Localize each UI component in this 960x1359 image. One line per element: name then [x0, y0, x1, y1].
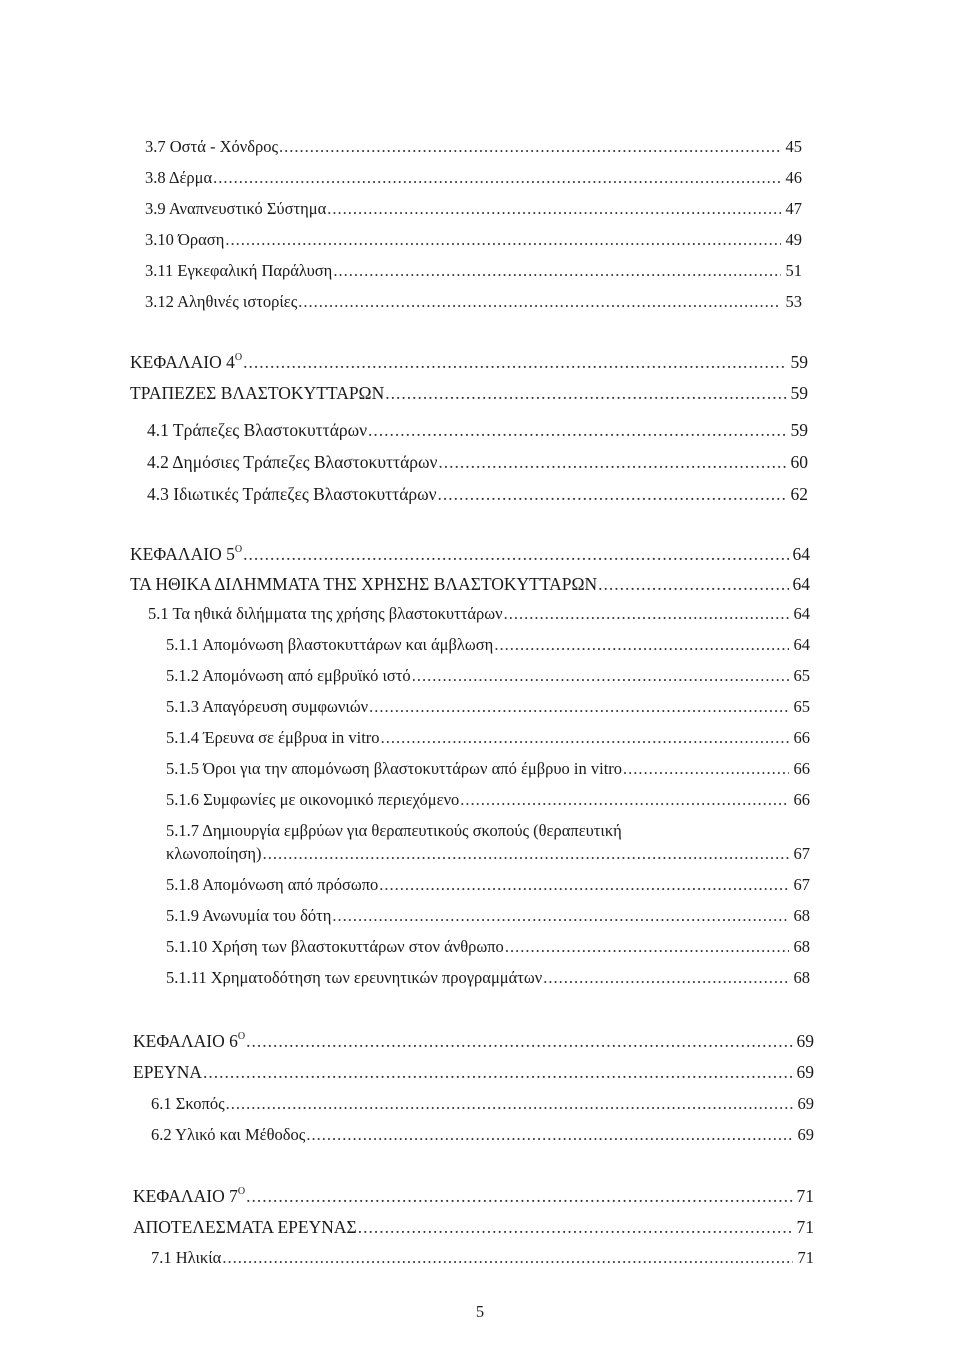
- toc-page-number: 68: [793, 906, 810, 925]
- leader-dots: [279, 137, 781, 157]
- toc-chapter-4-title[interactable]: [130, 383, 808, 403]
- leader-dots: [460, 790, 789, 810]
- toc-entry-5-1-7[interactable]: [166, 844, 810, 864]
- toc-entry-5-1-1[interactable]: [166, 635, 810, 655]
- toc-entry-3-11[interactable]: [145, 261, 802, 281]
- leader-dots: [263, 844, 789, 864]
- toc-page-number: 69: [796, 1031, 814, 1051]
- toc-page-number: 62: [790, 484, 808, 504]
- toc-page-number: 64: [793, 604, 810, 623]
- toc-entry-text: 5.1.3 Απαγόρευση συμφωνιών: [166, 697, 369, 716]
- toc-page-number: 59: [790, 420, 808, 440]
- toc-entry-4-3[interactable]: [147, 484, 808, 504]
- leader-dots: [381, 728, 789, 748]
- leader-dots: [385, 383, 787, 403]
- toc-entry-5-1-8[interactable]: [166, 875, 810, 895]
- toc-page-number: 51: [785, 261, 802, 280]
- toc-page-number: 45: [785, 137, 802, 156]
- toc-chapter-4[interactable]: [130, 352, 808, 372]
- leader-dots: [246, 1186, 793, 1206]
- toc-entry-text: 5.1.2 Απομόνωση από εμβρυϊκό ιστό: [166, 666, 411, 685]
- superscript: Ο: [234, 544, 243, 555]
- toc-entry-text: 6.2 Υλικό και Μέθοδος: [151, 1125, 306, 1144]
- toc-chapter-5[interactable]: [130, 544, 810, 564]
- toc-entry-text: 5.1.4 Έρευνα σε έμβρυα in vitro: [166, 728, 380, 747]
- toc-entry-3-7[interactable]: [145, 137, 802, 157]
- toc-page-number: 60: [790, 452, 808, 472]
- leader-dots: [379, 875, 789, 895]
- toc-entry-4-1[interactable]: [147, 420, 808, 440]
- leader-dots: [243, 352, 787, 372]
- toc-entry-text: 3.7 Οστά - Χόνδρος: [145, 137, 278, 156]
- toc-page-number: 69: [797, 1125, 814, 1144]
- toc-chapter-5-title[interactable]: [130, 574, 810, 594]
- toc-entry-text: ΤΡΑΠΕΖΕΣ ΒΛΑΣΤΟΚΥΤΤΑΡΩΝ: [130, 383, 385, 403]
- toc-entry-text: 5.1.9 Ανωνυμία του δότη: [166, 906, 332, 925]
- leader-dots: [504, 604, 789, 624]
- toc-entry-5-1-5[interactable]: [166, 759, 810, 779]
- leader-dots: [298, 292, 781, 312]
- toc-entry-5-1-3[interactable]: [166, 697, 810, 717]
- toc-entry-5-1-11[interactable]: [166, 968, 810, 988]
- toc-entry-text: 5.1.5 Όροι για την απομόνωση βλαστοκυττάρων από έμβρυο in vitro: [166, 759, 623, 778]
- toc-page-number: 65: [793, 697, 810, 716]
- toc-entry-text: ΤΑ ΗΘΙΚΑ ΔΙΛΗΜΜΑΤΑ ΤΗΣ ΧΡΗΣΗΣ ΒΛΑΣΤΟΚΥΤΤΑΡΩΝ: [130, 574, 598, 594]
- superscript: Ο: [237, 1031, 246, 1042]
- toc-entry-text: κλωνοποίηση): [166, 844, 262, 863]
- toc-page-number: 64: [793, 635, 810, 654]
- toc-page-number: 53: [785, 292, 802, 311]
- toc-page-number: 69: [797, 1094, 814, 1113]
- leader-dots: [368, 420, 787, 440]
- toc-page-number: 59: [790, 383, 808, 403]
- toc-page-number: 67: [793, 875, 810, 894]
- toc-entry-5-1-10[interactable]: [166, 937, 810, 957]
- toc-entry-6-1[interactable]: [151, 1094, 814, 1114]
- toc-page-number: 47: [785, 199, 802, 218]
- toc-entry-text: 7.1 Ηλικία: [151, 1248, 222, 1267]
- toc-page-number: 64: [792, 574, 810, 594]
- leader-dots: [494, 635, 789, 655]
- toc-entry-text: 4.3 Ιδιωτικές Τράπεζες Βλαστοκυττάρων: [147, 484, 437, 504]
- leader-dots: [226, 1094, 793, 1114]
- toc-entry-text: 5.1.10 Χρήση των βλαστοκυττάρων στον άνθρωπο: [166, 937, 504, 956]
- toc-entry-text: ΚΕΦΑΛΑΙΟ $6^O$: [133, 1031, 246, 1051]
- toc-page-number: 59: [790, 352, 808, 372]
- toc-entry-text: 3.8 Δέρμα: [145, 168, 213, 187]
- leader-dots: [598, 574, 789, 594]
- toc-entry-text: 3.12 Αληθινές ιστορίες: [145, 292, 298, 311]
- toc-page-number: 46: [785, 168, 802, 187]
- toc-entry-3-9[interactable]: [145, 199, 802, 219]
- leader-dots: [213, 168, 781, 188]
- leader-dots: [358, 1217, 793, 1237]
- toc-entry-3-12[interactable]: [145, 292, 802, 312]
- toc-entry-text: ΑΠΟΤΕΛΕΣΜΑΤΑ ΕΡΕΥΝΑΣ: [133, 1217, 357, 1237]
- leader-dots: [332, 906, 789, 926]
- toc-entry-text: 5.1 Τα ηθικά διλήμματα της χρήσης βλαστοκυττάρων: [148, 604, 503, 623]
- toc-page-number: 71: [796, 1217, 814, 1237]
- leader-dots: [203, 1062, 793, 1082]
- toc-page-number: 66: [793, 728, 810, 747]
- toc-entry-6-2[interactable]: [151, 1125, 814, 1145]
- toc-entry-3-8[interactable]: [145, 168, 802, 188]
- leader-dots: [243, 544, 789, 564]
- superscript: Ο: [237, 1186, 246, 1197]
- toc-entry-text: 5.1.11 Χρηματοδότηση των ερευνητικών προγραμμάτων: [166, 968, 543, 987]
- leader-dots: [438, 484, 787, 504]
- toc-page-number: 65: [793, 666, 810, 685]
- toc-page-number: 71: [797, 1248, 814, 1267]
- toc-entry-text: 5.1.1 Απομόνωση βλαστοκυττάρων και άμβλωση: [166, 635, 494, 654]
- toc-chapter-6-title[interactable]: [133, 1062, 814, 1082]
- toc-page-number: 64: [792, 544, 810, 564]
- leader-dots: [412, 666, 789, 686]
- toc-chapter-6[interactable]: [133, 1031, 814, 1051]
- toc-entry-text: ΚΕΦΑΛΑΙΟ $4^O$: [130, 352, 243, 372]
- superscript: Ο: [234, 352, 243, 363]
- toc-entry-5-1-6[interactable]: [166, 790, 810, 810]
- toc-entry-text: 3.11 Εγκεφαλική Παράλυση: [145, 261, 333, 280]
- toc-entry-5-1-9[interactable]: [166, 906, 810, 926]
- leader-dots: [225, 230, 781, 250]
- toc-entry-text: ΕΡΕΥΝΑ: [133, 1062, 203, 1082]
- toc-chapter-7-title[interactable]: [133, 1217, 814, 1237]
- toc-page-number: 67: [793, 844, 810, 863]
- toc-entry-5-1-7-line1[interactable]: 5.1.7 Δημιουργία εμβρύων για θεραπευτικούς σκοπούς (θεραπευτική: [166, 821, 622, 840]
- toc-entry-3-10[interactable]: [145, 230, 802, 250]
- toc-entry-5-1[interactable]: [148, 604, 810, 624]
- leader-dots: [438, 452, 787, 472]
- toc-page-number: 71: [796, 1186, 814, 1206]
- toc-entry-text: 3.9 Αναπνευστικό Σύστημα: [145, 199, 327, 218]
- leader-dots: [369, 697, 789, 717]
- toc-entry-4-2[interactable]: [147, 452, 808, 472]
- toc-chapter-7[interactable]: [133, 1186, 814, 1206]
- leader-dots: [333, 261, 781, 281]
- leader-dots: [306, 1125, 793, 1145]
- toc-page-number: 49: [785, 230, 802, 249]
- leader-dots: [246, 1031, 793, 1051]
- toc-entry-text: 5.1.6 Συμφωνίες με οικονομικό περιεχόμενο: [166, 790, 460, 809]
- leader-dots: [623, 759, 789, 779]
- toc-entry-text: 4.2 Δημόσιες Τράπεζες Βλαστοκυττάρων: [147, 452, 438, 472]
- toc-entry-text: 3.10 Όραση: [145, 230, 225, 249]
- toc-page-number: 66: [793, 759, 810, 778]
- leader-dots: [222, 1248, 793, 1268]
- leader-dots: [505, 937, 789, 957]
- toc-page-number: 69: [796, 1062, 814, 1082]
- toc-page-number: 68: [793, 937, 810, 956]
- toc-page-number: 66: [793, 790, 810, 809]
- toc-page-number: 68: [793, 968, 810, 987]
- toc-entry-5-1-4[interactable]: [166, 728, 810, 748]
- toc-entry-text: ΚΕΦΑΛΑΙΟ $5^O$: [130, 544, 243, 564]
- page-number: 5: [475, 1302, 485, 1321]
- toc-entry-text: 5.1.8 Απομόνωση από πρόσωπο: [166, 875, 379, 894]
- leader-dots: [543, 968, 789, 988]
- toc-entry-7-1[interactable]: [151, 1248, 814, 1268]
- toc-entry-text: 4.1 Τράπεζες Βλαστοκυττάρων: [147, 420, 368, 440]
- toc-entry-5-1-2[interactable]: [166, 666, 810, 686]
- toc-entry-text: 6.1 Σκοπός: [151, 1094, 225, 1113]
- toc-entry-text: ΚΕΦΑΛΑΙΟ $7^O$: [133, 1186, 246, 1206]
- leader-dots: [327, 199, 781, 219]
